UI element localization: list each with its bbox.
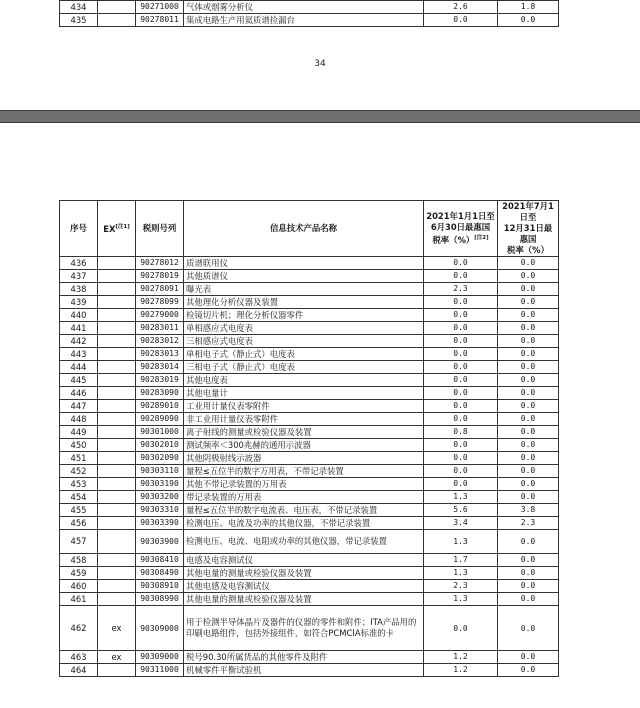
- cell-rate1: 0.0: [424, 387, 498, 400]
- cell-seq: 435: [60, 14, 98, 27]
- cell-rate2: 0.0: [498, 14, 559, 27]
- cell-rate1: 0.0: [424, 14, 498, 27]
- cell-name: 其他电感及电容测试仪: [184, 580, 424, 593]
- cell-rate2: 0.0: [498, 530, 559, 554]
- cell-seq: 444: [60, 361, 98, 374]
- cell-code: 90278011: [136, 14, 184, 27]
- cell-name: 工业用计量仪表零附件: [184, 400, 424, 413]
- cell-rate2: 0.0: [498, 283, 559, 296]
- cell-name: 气体或烟雾分析仪: [184, 1, 424, 14]
- cell-seq: 457: [60, 530, 98, 554]
- cell-rate1: 1.2: [424, 664, 498, 677]
- table-row: [60, 580, 559, 593]
- cell-seq: 443: [60, 348, 98, 361]
- cell-rate2: 0.0: [498, 257, 559, 270]
- cell-rate2: 0.0: [498, 593, 559, 606]
- cell-seq: 460: [60, 580, 98, 593]
- cell-name: 检测电压、电流、电阻或功率的其他仪器，带记录装置: [184, 530, 424, 554]
- cell-rate1: 0.0: [424, 322, 498, 335]
- cell-ex: [98, 413, 136, 426]
- cell-ex: [98, 257, 136, 270]
- cell-rate2: 0.0: [498, 413, 559, 426]
- cell-ex: [98, 664, 136, 677]
- tariff-table: [59, 200, 559, 677]
- cell-rate2: 0.0: [498, 400, 559, 413]
- cell-rate1: 0.0: [424, 309, 498, 322]
- cell-rate2: 3.8: [498, 504, 559, 517]
- header-rate1-line2: 6月30日最惠国: [430, 222, 491, 233]
- cell-ex: [98, 283, 136, 296]
- cell-seq: 459: [60, 567, 98, 580]
- cell-rate2: 0.0: [498, 309, 559, 322]
- cell-code: 90283014: [136, 361, 184, 374]
- table-row: [60, 504, 559, 517]
- cell-name: 其他理化分析仪器及装置: [184, 296, 424, 309]
- cell-ex: [98, 491, 136, 504]
- cell-code: 90278091: [136, 283, 184, 296]
- cell-ex: [98, 567, 136, 580]
- cell-code: 90302090: [136, 452, 184, 465]
- header-code: 税则号列: [136, 201, 184, 257]
- cell-ex: [98, 335, 136, 348]
- table-row: [60, 1, 559, 14]
- cell-rate1: 0.0: [424, 296, 498, 309]
- cell-name: 三相感应式电度表: [184, 335, 424, 348]
- cell-ex: [98, 14, 136, 27]
- cell-code: 90309000: [136, 606, 184, 651]
- table-row: [60, 283, 559, 296]
- table-row: [60, 567, 559, 580]
- cell-rate1: 5.6: [424, 504, 498, 517]
- cell-rate2: 0.0: [498, 374, 559, 387]
- cell-ex: [98, 593, 136, 606]
- cell-seq: 455: [60, 504, 98, 517]
- cell-ex: [98, 270, 136, 283]
- cell-ex: [98, 426, 136, 439]
- cell-name: 离子射线的测量或检验仪器及装置: [184, 426, 424, 439]
- cell-rate2: 0.0: [498, 452, 559, 465]
- table-row: [60, 296, 559, 309]
- cell-ex: [98, 439, 136, 452]
- table-row: [60, 426, 559, 439]
- cell-code: 90308410: [136, 554, 184, 567]
- cell-code: 90283090: [136, 387, 184, 400]
- cell-ex: [98, 348, 136, 361]
- cell-name: 带记录装置的万用表: [184, 491, 424, 504]
- header-rate2: [498, 201, 559, 257]
- cell-ex: [98, 374, 136, 387]
- cell-name: 非工业用计量仪表零附件: [184, 413, 424, 426]
- table-row: [60, 517, 559, 530]
- cell-rate2: 0.0: [498, 322, 559, 335]
- cell-rate1: 0.0: [424, 335, 498, 348]
- cell-rate2: 0.0: [498, 651, 559, 664]
- cell-rate1: 2.3: [424, 283, 498, 296]
- cell-rate2: 0.0: [498, 554, 559, 567]
- cell-seq: 458: [60, 554, 98, 567]
- current-page: [0, 123, 640, 708]
- cell-code: 90303200: [136, 491, 184, 504]
- cell-rate1: 2.6: [424, 1, 498, 14]
- cell-name: 单相电子式（静止式）电度表: [184, 348, 424, 361]
- cell-code: 90303900: [136, 530, 184, 554]
- cell-rate1: 0.0: [424, 348, 498, 361]
- previous-page: [0, 0, 640, 110]
- cell-ex: ex: [98, 606, 136, 651]
- cell-rate2: 0.0: [498, 491, 559, 504]
- cell-rate1: 3.4: [424, 517, 498, 530]
- cell-seq: 442: [60, 335, 98, 348]
- cell-name: 集成电路生产用氦质谱捡漏台: [184, 14, 424, 27]
- header-name: 信息技术产品名称: [184, 201, 424, 257]
- cell-seq: 452: [60, 465, 98, 478]
- cell-seq: 434: [60, 1, 98, 14]
- table-row: [60, 554, 559, 567]
- cell-code: 90303310: [136, 504, 184, 517]
- cell-seq: 464: [60, 664, 98, 677]
- table-row: [60, 651, 559, 664]
- cell-name: 机械零件平衡试验机: [184, 664, 424, 677]
- cell-rate2: 0.0: [498, 567, 559, 580]
- header-rate2-line2: 12月31日最惠国: [503, 223, 553, 244]
- table-row: [60, 335, 559, 348]
- cell-code: 90308990: [136, 593, 184, 606]
- cell-name: 检测电压、电流及功率的其他仪器，不带记录装置: [184, 517, 424, 530]
- cell-rate1: 0.0: [424, 400, 498, 413]
- cell-code: 90303110: [136, 465, 184, 478]
- table-row: [60, 400, 559, 413]
- header-ex-label: EX: [103, 223, 116, 234]
- cell-seq: 454: [60, 491, 98, 504]
- cell-seq: 438: [60, 283, 98, 296]
- header-rate1-line1: 2021年1月1日至: [426, 211, 495, 222]
- cell-rate2: 0.0: [498, 580, 559, 593]
- cell-ex: [98, 309, 136, 322]
- cell-code: 90311000: [136, 664, 184, 677]
- table-row: [60, 593, 559, 606]
- cell-code: 90283013: [136, 348, 184, 361]
- cell-rate2: 0.0: [498, 439, 559, 452]
- cell-name: 其他不带记录装置的万用表: [184, 478, 424, 491]
- cell-rate1: 0.0: [424, 361, 498, 374]
- cell-name: 量程≤五位半的数字万用表，不带记录装置: [184, 465, 424, 478]
- cell-rate1: 0.0: [424, 413, 498, 426]
- cell-rate2: 0.0: [498, 335, 559, 348]
- cell-code: 90283019: [136, 374, 184, 387]
- cell-code: 90289010: [136, 400, 184, 413]
- cell-seq: 449: [60, 426, 98, 439]
- cell-rate2: 0.0: [498, 296, 559, 309]
- cell-code: 90308910: [136, 580, 184, 593]
- table-row: [60, 257, 559, 270]
- table-row: [60, 452, 559, 465]
- cell-rate2: 0.0: [498, 387, 559, 400]
- cell-rate2: 2.3: [498, 517, 559, 530]
- cell-code: 90278099: [136, 296, 184, 309]
- cell-name: 曝光表: [184, 283, 424, 296]
- cell-code: 90303390: [136, 517, 184, 530]
- cell-code: 90302010: [136, 439, 184, 452]
- cell-seq: 463: [60, 651, 98, 664]
- cell-rate1: 0.0: [424, 374, 498, 387]
- cell-name: 测试频率＜300兆赫的通用示波器: [184, 439, 424, 452]
- header-rate1: [424, 201, 498, 257]
- header-rate2-line1: 2021年7月1日至: [502, 201, 554, 222]
- table-row: [60, 14, 559, 27]
- cell-code: 90279000: [136, 309, 184, 322]
- cell-rate1: 0.8: [424, 426, 498, 439]
- cell-seq: 447: [60, 400, 98, 413]
- table-row: [60, 361, 559, 374]
- cell-ex: [98, 322, 136, 335]
- cell-name: 其他阴极射线示波器: [184, 452, 424, 465]
- cell-code: 90289090: [136, 413, 184, 426]
- cell-rate2: 0.0: [498, 270, 559, 283]
- table-row: [60, 348, 559, 361]
- cell-ex: [98, 452, 136, 465]
- cell-ex: [98, 296, 136, 309]
- cell-rate1: 0.0: [424, 270, 498, 283]
- cell-rate1: 1.3: [424, 530, 498, 554]
- cell-name: 其他电量的测量或检验仪器及装置: [184, 567, 424, 580]
- cell-seq: 448: [60, 413, 98, 426]
- cell-rate2: 0.0: [498, 478, 559, 491]
- cell-rate1: 0.0: [424, 439, 498, 452]
- cell-name: 质谱联用仪: [184, 257, 424, 270]
- cell-ex: [98, 517, 136, 530]
- cell-name: 电感及电容测试仪: [184, 554, 424, 567]
- tariff-table-continued: [59, 0, 559, 27]
- cell-code: 90301000: [136, 426, 184, 439]
- cell-rate1: 0.0: [424, 478, 498, 491]
- table-row: [60, 530, 559, 554]
- cell-code: 90271000: [136, 1, 184, 14]
- table-header-row: [60, 201, 559, 257]
- cell-rate1: 1.3: [424, 567, 498, 580]
- cell-name: 三相电子式（静止式）电度表: [184, 361, 424, 374]
- table-row: [60, 491, 559, 504]
- header-ex-note: [注1]: [115, 224, 130, 231]
- table-row: [60, 478, 559, 491]
- cell-rate2: 0.0: [498, 361, 559, 374]
- cell-rate1: 1.7: [424, 554, 498, 567]
- cell-code: 90283012: [136, 335, 184, 348]
- cell-code: 90309000: [136, 651, 184, 664]
- table-row: [60, 322, 559, 335]
- cell-rate2: 0.0: [498, 664, 559, 677]
- cell-ex: [98, 580, 136, 593]
- cell-name: 其他质谱仪: [184, 270, 424, 283]
- cell-ex: [98, 478, 136, 491]
- header-rate1-note: [注2]: [474, 235, 489, 242]
- cell-ex: [98, 361, 136, 374]
- cell-ex: [98, 554, 136, 567]
- table-row: [60, 387, 559, 400]
- cell-seq: 461: [60, 593, 98, 606]
- cell-seq: 456: [60, 517, 98, 530]
- header-seq: 序号: [60, 201, 98, 257]
- page-separator: [0, 110, 640, 123]
- table-row: [60, 413, 559, 426]
- cell-seq: 446: [60, 387, 98, 400]
- cell-rate1: 0.0: [424, 465, 498, 478]
- cell-ex: [98, 400, 136, 413]
- table-row: [60, 465, 559, 478]
- cell-code: 90278019: [136, 270, 184, 283]
- cell-rate2: 0.0: [498, 606, 559, 651]
- cell-rate2: 0.0: [498, 426, 559, 439]
- table-row: [60, 374, 559, 387]
- cell-name: 税号90.30所属货品的其他零件及附件: [184, 651, 424, 664]
- table-row: [60, 309, 559, 322]
- cell-seq: 439: [60, 296, 98, 309]
- cell-name: 其他电量的测量或检验仪器及装置: [184, 593, 424, 606]
- cell-name: 用于检测半导体晶片及器件的仪器的零件和附件；ITA产品用的印刷电路组件，包括外接组件，如符合PCMCIA标准的卡: [184, 606, 424, 651]
- cell-seq: 441: [60, 322, 98, 335]
- cell-rate1: 0.0: [424, 257, 498, 270]
- cell-rate1: 2.3: [424, 580, 498, 593]
- cell-seq: 451: [60, 452, 98, 465]
- cell-rate2: 0.0: [498, 348, 559, 361]
- cell-code: 90303190: [136, 478, 184, 491]
- page-number: 34: [314, 59, 326, 69]
- cell-code: 90278012: [136, 257, 184, 270]
- cell-name: 其他电度表: [184, 374, 424, 387]
- cell-seq: 450: [60, 439, 98, 452]
- cell-rate1: 1.3: [424, 491, 498, 504]
- cell-ex: [98, 387, 136, 400]
- cell-ex: ex: [98, 651, 136, 664]
- cell-rate1: 1.3: [424, 593, 498, 606]
- header-ex: [98, 201, 136, 257]
- header-rate1-line3: 税率（%）: [432, 234, 475, 245]
- header-rate2-line3: 税率（%）: [507, 245, 549, 255]
- cell-ex: [98, 1, 136, 14]
- table-row: [60, 270, 559, 283]
- cell-name: 量程≤五位半的数字电流表、电压表，不带记录装置: [184, 504, 424, 517]
- cell-rate2: 1.8: [498, 1, 559, 14]
- cell-seq: 445: [60, 374, 98, 387]
- cell-name: 检镜切片机；理化分析仪器零件: [184, 309, 424, 322]
- cell-code: 90308490: [136, 567, 184, 580]
- cell-seq: 440: [60, 309, 98, 322]
- cell-rate1: 0.0: [424, 452, 498, 465]
- cell-name: 单相感应式电度表: [184, 322, 424, 335]
- cell-seq: 453: [60, 478, 98, 491]
- cell-seq: 462: [60, 606, 98, 651]
- table-row: [60, 439, 559, 452]
- cell-seq: 436: [60, 257, 98, 270]
- cell-code: 90283011: [136, 322, 184, 335]
- table-row: [60, 606, 559, 651]
- cell-rate1: 1.2: [424, 651, 498, 664]
- table-row: [60, 664, 559, 677]
- cell-rate2: 0.0: [498, 465, 559, 478]
- cell-ex: [98, 465, 136, 478]
- cell-seq: 437: [60, 270, 98, 283]
- cell-ex: [98, 530, 136, 554]
- cell-name: 其他电量计: [184, 387, 424, 400]
- cell-ex: [98, 504, 136, 517]
- cell-rate1: 0.0: [424, 606, 498, 651]
